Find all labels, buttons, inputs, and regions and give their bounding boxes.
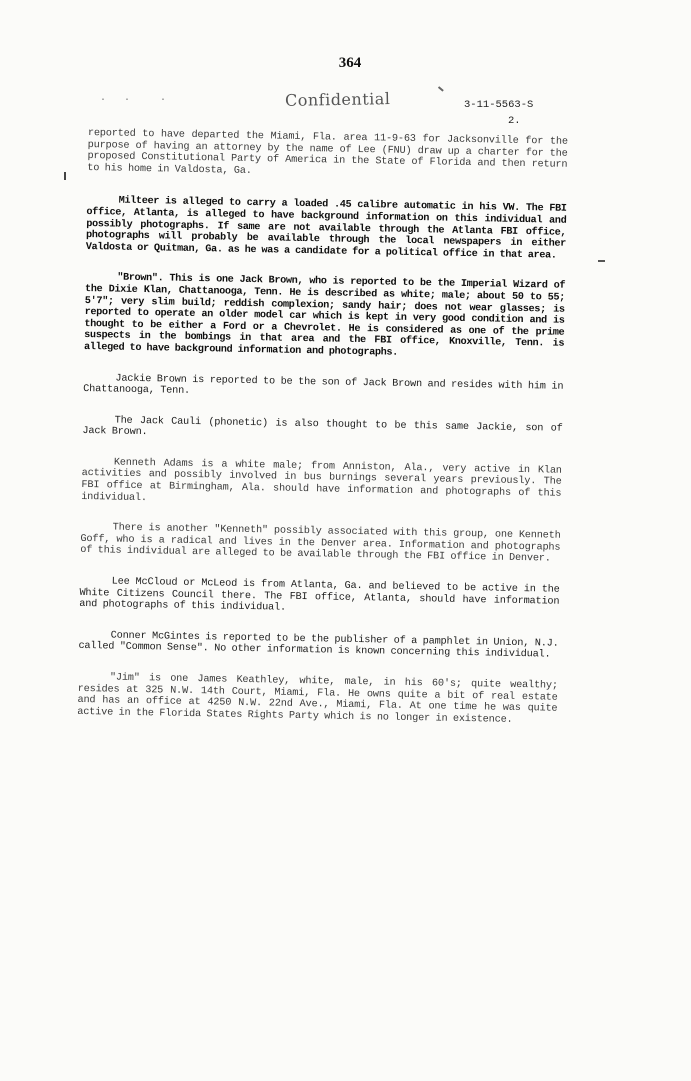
paragraph: There is another "Kenneth" possibly associated with this group, one Kenneth Goff, who is a radical and lives in the Denver area. Information and photographs of this individual are alleged to be available through the FBI office in Denver. [80,522,561,565]
document-body [77,128,568,746]
paragraph: Kenneth Adams is a white male; from Anniston, Ala., very active in Klan activities and possibly involved in bus burnings several years previously. The FBI office at Birmingham, Ala. should have information and photographs of this individual. [81,457,562,504]
margin-mark [598,260,605,262]
page-number: 364 [338,55,362,71]
paragraph: reported to have departed the Miami, Fla. area 11-9-63 for Jacksonville for the purpose of having an attorney by the name of Lee (FNU) draw up a charter for the proposed Constitutional Party of America in the State of Florida and then return to his home in Valdosta, Ga. [87,128,568,177]
margin-mark [64,172,66,180]
paragraph: "Jim" is one James Keathley, white, male, in his 60's; quite wealthy; resides at 325 N.W. 14th Court, Miami, Fla. He owns quite a bit of real estate and has an office at 4250 N.W. 22nd Ave., Miami, Fla. At one time he was quite active in the Florida States Rights Party which is no longer in existence. [77,672,558,726]
paragraph: Milteer is alleged to carry a loaded .45 calibre automatic in his VW. The FBI office, Atlanta, is alleged to have background information on this individual and possibly photographs. If same are not available through the Atlanta FBI office, photographs will probably be available through the local newspapers in either Valdosta or Quitman, Ga. as he was a candidate for a political office in that area. [85,195,567,262]
paragraph: The Jack Cauli (phonetic) is also thought to be this same Jackie, son of Jack Brown. [82,415,563,439]
paragraph: Lee McCloud or McLeod is from Atlanta, Ga. and believed to be active in the White Citizens Council there. The FBI office, Atlanta, should have information and photographs of this individual. [79,576,560,614]
confidential-stamp: Confidential [284,89,391,110]
file-number: 3-11-5563-S [464,99,534,111]
scan-mark [438,86,444,91]
page-indicator: 2. [508,115,521,127]
paragraph: Jackie Brown is reported to be the son of Jack Brown and resides with him in Chattanooga, Tenn. [83,373,564,398]
scan-specks: · · · [100,95,167,106]
paragraph: Conner McGintes is reported to be the publisher of a pamphlet in Union, N.J. called "Common Sense". No other information is known concerning this individual. [78,630,559,661]
paragraph: "Brown". This is one Jack Brown, who is reported to be the Imperial Wizard of the Dixie Klan, Chattanooga, Tenn. He is described as white; male; about 50 to 55; 5'7"; very slim build; reddish complexion; sandy hair; does not wear glasses; is reported to operate an older model car which is kept in very good condition and is thought to be either a Ford or a Chevrolet. He is considered as one of the prime suspects in the bombings in that area and the FBI office, Knoxville, Tenn. is alleged to have background information and photographs. [83,272,566,359]
